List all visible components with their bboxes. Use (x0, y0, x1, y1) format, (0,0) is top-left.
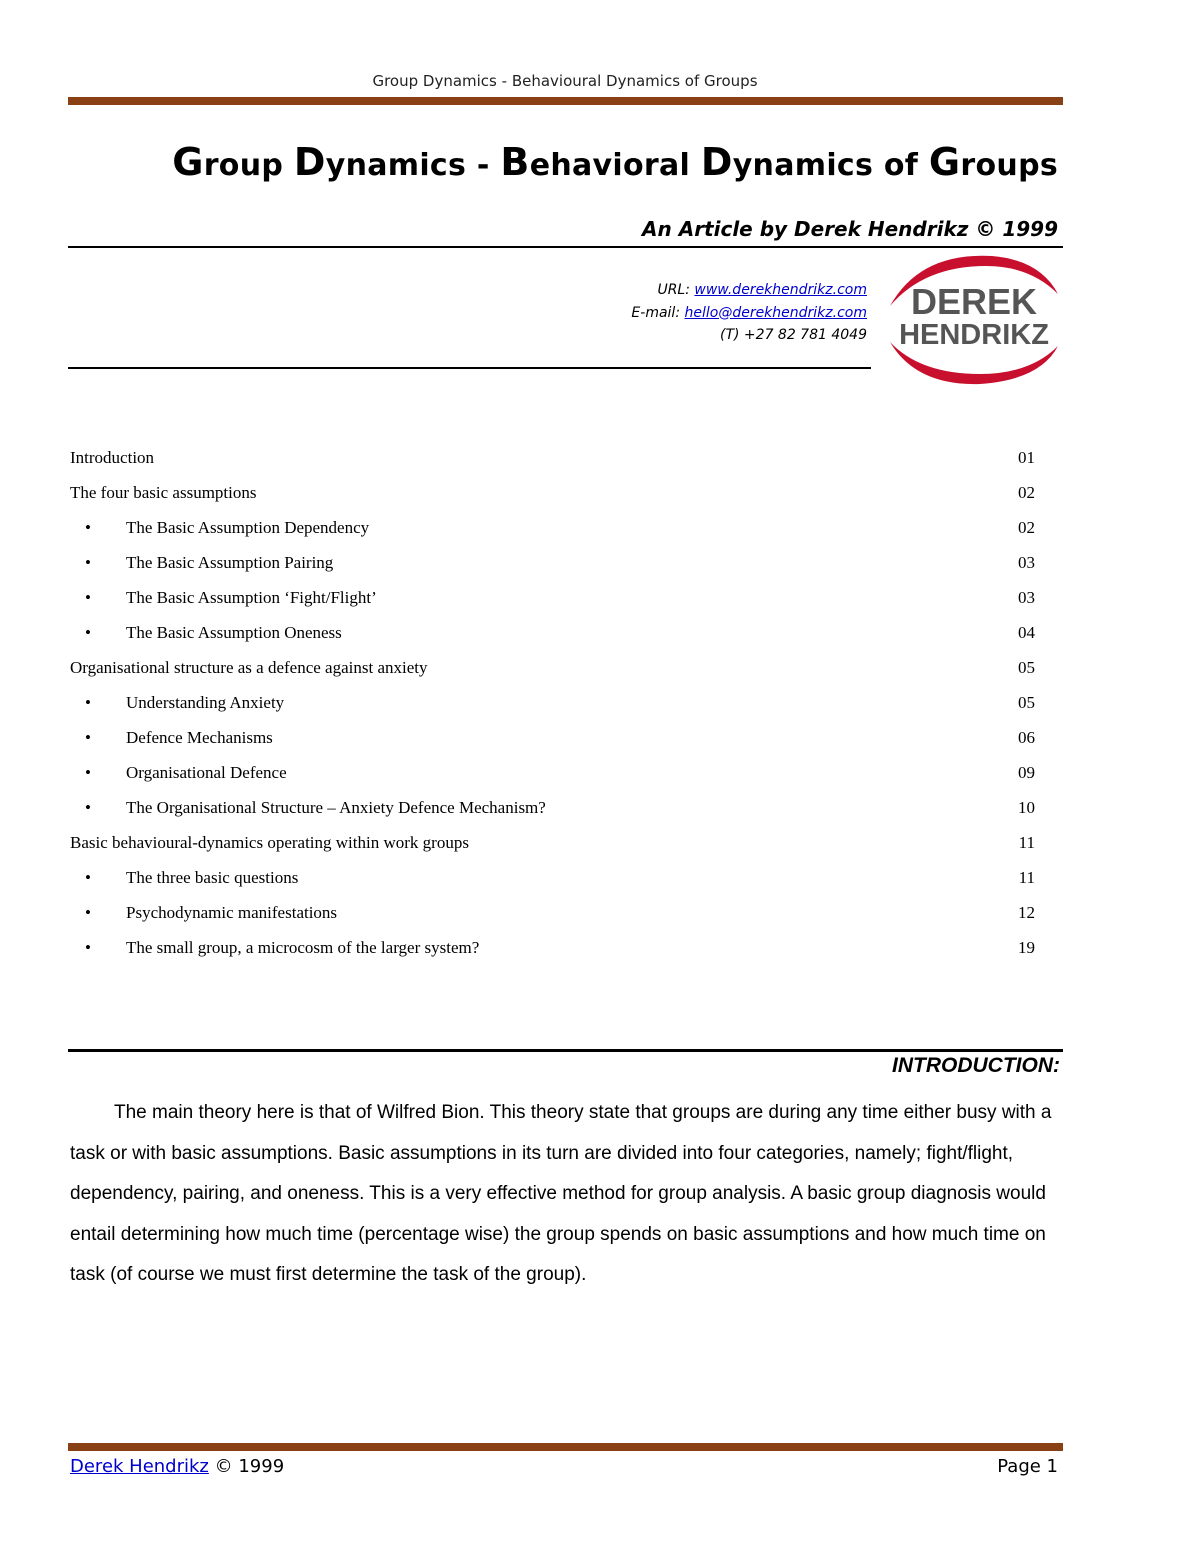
toc-entry[interactable] (70, 650, 1035, 685)
intro-paragraph: The main theory here is that of Wilfred Bion. This theory state that groups are during any time either busy with a task or with basic assumptions. Basic assumptions in its turn are divided into four categories, namely; fight/flight, dependency, pairing, and oneness. This is a very effective method for group analysis. A basic group diagnosis would entail determining how much time (percentage wise) the group spends on basic assumptions and how much time on task (of course we must first determine the task of the group). (70, 1102, 1052, 1285)
toc-label: Organisational structure as a defence against anxiety (70, 658, 428, 677)
toc-entry[interactable] (70, 440, 1035, 475)
toc-entry[interactable] (70, 510, 1035, 545)
phone-number: (T) +27 82 781 4049 (720, 327, 867, 343)
toc-entry[interactable] (70, 860, 1035, 895)
toc-page-number: 05 (1018, 693, 1035, 712)
title-initial: D (293, 140, 326, 184)
toc-entry[interactable] (70, 720, 1035, 755)
author-link[interactable]: Derek Hendrikz (70, 1456, 209, 1477)
bullet-icon: • (85, 588, 91, 607)
toc-page-number: 01 (1018, 448, 1035, 467)
bullet-icon: • (85, 553, 91, 572)
bullet-icon: • (85, 518, 91, 537)
toc-page-number: 12 (1018, 903, 1035, 922)
toc-entry[interactable] (70, 580, 1035, 615)
section-heading: INTRODUCTION: (892, 1054, 1060, 1077)
toc-page-number: 03 (1018, 588, 1035, 607)
toc-page-number: 02 (1018, 483, 1035, 502)
toc-page-number: 11 (1018, 833, 1035, 852)
toc-page-number: 02 (1018, 518, 1035, 537)
toc-entry[interactable] (70, 895, 1035, 930)
email-link[interactable]: hello@derekhendrikz.com (684, 304, 867, 321)
bullet-icon: • (85, 763, 91, 782)
document-title (172, 140, 1058, 184)
bullet-icon: • (85, 693, 91, 712)
toc-label: The small group, a microcosm of the larger system? (126, 938, 480, 957)
toc-label: Basic behavioural-dynamics operating within work groups (70, 833, 469, 852)
running-header: Group Dynamics - Behavioural Dynamics of Groups (372, 72, 758, 90)
toc-entry[interactable] (70, 755, 1035, 790)
website-link[interactable]: www.derekhendrikz.com (694, 282, 867, 298)
title-initial: D (700, 140, 733, 184)
toc-page-number: 10 (1018, 798, 1035, 817)
toc-page-number: 06 (1018, 728, 1035, 747)
logo-line2: HENDRIKZ (899, 319, 1049, 351)
toc-label: The Basic Assumption Dependency (126, 518, 370, 537)
toc-label: The Basic Assumption ‘Fight/Flight’ (126, 588, 377, 607)
toc-page-number: 09 (1018, 763, 1035, 782)
toc-label: Psychodynamic manifestations (126, 903, 338, 922)
title-initial: G (928, 140, 961, 184)
bullet-icon: • (85, 868, 91, 887)
contact-rule (68, 367, 871, 369)
title-word: ehavioral (529, 148, 701, 183)
toc-entry[interactable] (70, 475, 1035, 510)
footer-author (70, 1456, 284, 1477)
toc-page-number: 03 (1018, 553, 1035, 572)
title-word: roup (203, 148, 294, 183)
toc-entry[interactable] (70, 790, 1035, 825)
title-word: ynamics - (325, 148, 501, 183)
footer-copyright: © 1999 (208, 1456, 285, 1477)
header-rule (68, 97, 1063, 105)
title-word: roups (960, 148, 1058, 183)
toc-page-number: 05 (1018, 658, 1035, 677)
toc-label: The Basic Assumption Oneness (126, 623, 342, 642)
table-of-contents (70, 440, 1035, 965)
toc-entry[interactable] (70, 685, 1035, 720)
email-label: E-mail: (631, 304, 685, 321)
toc-page-number: 11 (1018, 868, 1035, 887)
bullet-icon: • (85, 623, 91, 642)
title-word: ynamics of (732, 148, 929, 183)
title-initial: G (172, 140, 204, 184)
page-number: Page 1 (997, 1456, 1058, 1477)
toc-label: Organisational Defence (126, 763, 287, 782)
toc-label: The four basic assumptions (70, 483, 257, 502)
derek-hendrikz-logo (880, 250, 1062, 390)
toc-entry[interactable] (70, 930, 1035, 965)
bullet-icon: • (85, 798, 91, 817)
url-label: URL: (657, 282, 695, 298)
title-initial: B (500, 140, 530, 184)
contact-block (631, 279, 867, 347)
footer-rule (68, 1443, 1063, 1451)
logo-line1: DEREK (910, 281, 1038, 322)
toc-label: The Organisational Structure – Anxiety Defence Mechanism? (126, 798, 546, 817)
toc-label: Introduction (70, 448, 155, 467)
toc-entry[interactable] (70, 545, 1035, 580)
toc-label: The Basic Assumption Pairing (126, 553, 334, 572)
byline: An Article by Derek Hendrikz © 1999 (642, 217, 1058, 241)
toc-page-number: 04 (1018, 623, 1035, 642)
toc-label: Understanding Anxiety (126, 693, 285, 712)
toc-entry[interactable] (70, 825, 1035, 860)
byline-rule (68, 246, 1063, 248)
toc-label: Defence Mechanisms (126, 728, 273, 747)
bullet-icon: • (85, 903, 91, 922)
bullet-icon: • (85, 728, 91, 747)
bullet-icon: • (85, 938, 91, 957)
toc-entry[interactable] (70, 615, 1035, 650)
section-rule (68, 1049, 1063, 1052)
toc-page-number: 19 (1018, 938, 1035, 957)
toc-label: The three basic questions (126, 868, 299, 887)
